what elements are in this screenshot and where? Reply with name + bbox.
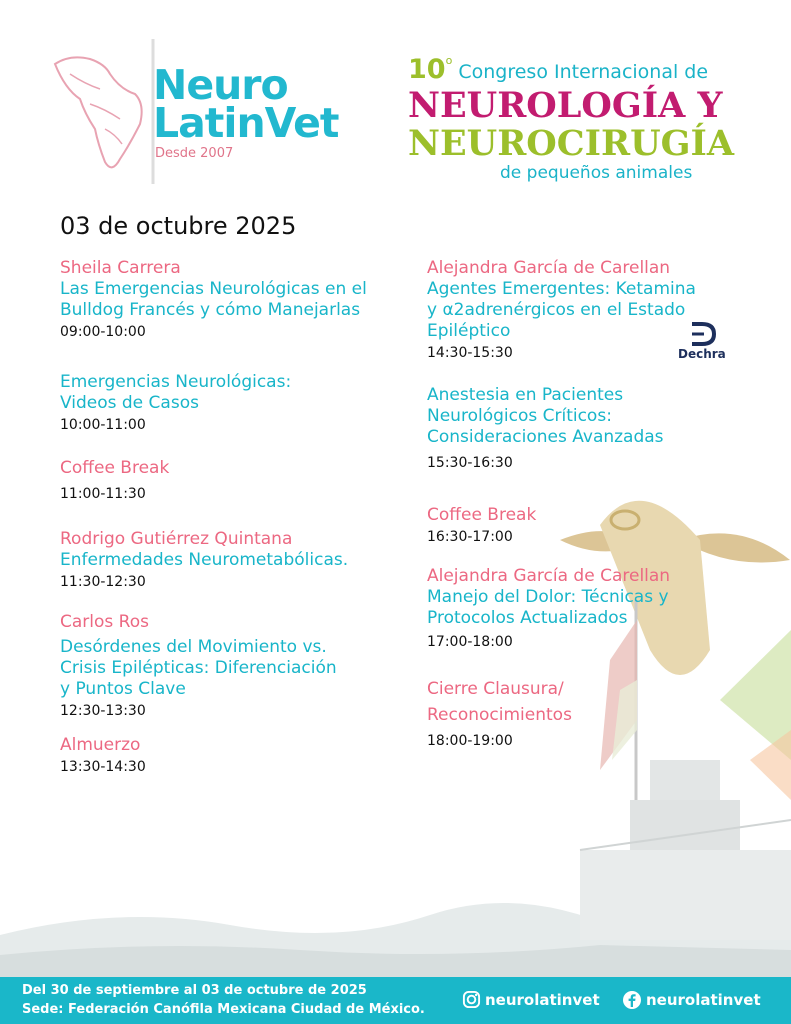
congress-ordinal: o	[445, 54, 453, 67]
logo-wordmark	[153, 61, 339, 147]
schedule-item	[60, 458, 169, 505]
congress-number: 10	[408, 54, 446, 85]
date-title: 03 de octubre 2025	[60, 212, 297, 240]
talk-topic: Las Emergencias Neurológicas en el Bulldog Francés y cómo Manejarlas	[60, 279, 367, 320]
facebook-icon	[622, 990, 642, 1010]
footer-dates: Del 30 de septiembre al 03 de octubre de 2025	[22, 983, 367, 998]
break-label: Coffee Break	[427, 505, 537, 525]
instagram-link[interactable]	[462, 990, 600, 1009]
talk-time: 12:30-13:30	[60, 703, 146, 719]
talk-time: 11:30-12:30	[60, 574, 146, 590]
schedule-item	[60, 735, 146, 778]
schedule-item	[427, 676, 572, 752]
facebook-link[interactable]	[622, 990, 761, 1010]
talk-time: 15:30-16:30	[427, 455, 513, 471]
talk-time: 11:00-11:30	[60, 486, 146, 502]
logo-line-2: LatinVet	[153, 99, 339, 147]
logo-line-1: Neuro	[153, 61, 288, 109]
footer-venue: Sede: Federación Canófila Mexicana Ciudad de México.	[22, 1002, 425, 1017]
talk-time: 09:00-10:00	[60, 324, 146, 340]
talk-topic: Anestesia en Pacientes Neurológicos Críticos: Consideraciones Avanzadas	[427, 385, 664, 447]
speaker-name: Sheila Carrera	[60, 258, 181, 278]
talk-time: 16:30-17:00	[427, 529, 513, 545]
talk-topic: Emergencias Neurológicas: Videos de Casos	[60, 372, 292, 413]
logo-since: Desde 2007	[155, 146, 234, 161]
break-label: Coffee Break	[60, 458, 170, 478]
schedule-item	[60, 258, 367, 343]
break-label: Cierre Clausura/ Reconocimientos	[427, 679, 572, 725]
footer-bar	[0, 977, 791, 1024]
instagram-handle: neurolatinvet	[485, 990, 600, 1009]
dechra-mark-icon	[688, 322, 718, 346]
congress-neurocirugia: NEUROCIRUGÍA	[408, 123, 735, 164]
break-label: Almuerzo	[60, 735, 141, 755]
speaker-name: Alejandra García de Carellan	[427, 566, 671, 586]
talk-time: 14:30-15:30	[427, 345, 513, 361]
congress-neurologia: NEUROLOGÍA Y	[408, 85, 723, 126]
dechra-label: Dechra	[678, 347, 726, 361]
congress-edition	[408, 54, 738, 85]
speaker-name: Carlos Ros	[60, 612, 149, 632]
talk-topic: Manejo del Dolor: Técnicas y Protocolos Actualizados	[427, 587, 669, 628]
speaker-name: Alejandra García de Carellan	[427, 258, 671, 278]
schedule-item	[427, 505, 536, 548]
talk-time: 18:00-19:00	[427, 733, 513, 749]
facebook-handle: neurolatinvet	[646, 991, 761, 1009]
schedule-item	[60, 612, 337, 722]
talk-topic: Agentes Emergentes: Ketamina y α2adrenérgicos en el Estado Epiléptico	[427, 279, 696, 341]
congress-line-1: Congreso Internacional de	[458, 61, 709, 83]
talk-time: 10:00-11:00	[60, 417, 146, 433]
schedule-item	[427, 566, 670, 653]
congress-title	[408, 54, 738, 183]
talk-time: 13:30-14:30	[60, 759, 146, 775]
schedule-item	[427, 258, 696, 364]
talk-time: 17:00-18:00	[427, 634, 513, 650]
instagram-icon	[462, 990, 481, 1009]
schedule-item	[60, 372, 291, 436]
schedule-item	[60, 529, 348, 593]
speaker-name: Rodrigo Gutiérrez Quintana	[60, 529, 293, 549]
congress-subtitle: de pequeños animales	[500, 163, 693, 183]
talk-topic: Enfermedades Neurometabólicas.	[60, 550, 349, 570]
dechra-sponsor-logo	[678, 322, 730, 362]
schedule-item	[427, 385, 664, 474]
talk-topic: Desórdenes del Movimiento vs. Crisis Epilépticas: Diferenciación y Puntos Clave	[60, 637, 337, 699]
